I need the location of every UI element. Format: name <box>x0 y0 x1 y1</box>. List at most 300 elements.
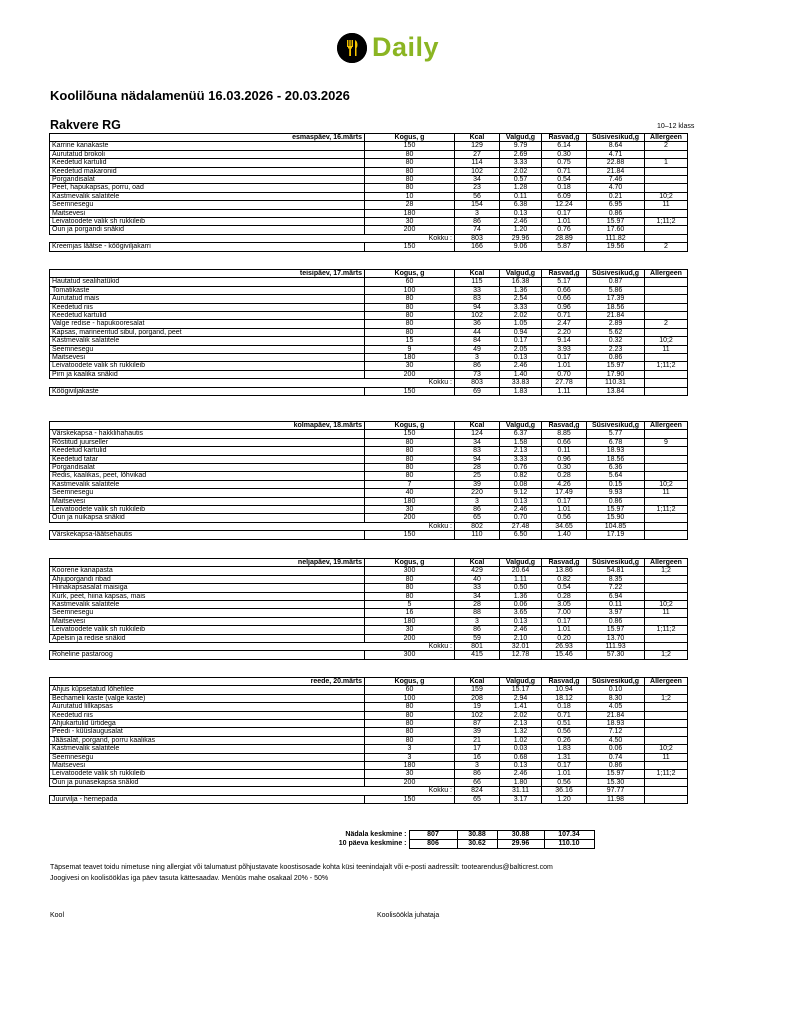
total-row <box>50 234 688 242</box>
dish-name: Seemnesegu <box>50 201 365 209</box>
dish-name: Tomatikaste <box>50 286 365 294</box>
cell-value: 159 <box>455 686 500 694</box>
cell-value: 0.68 <box>500 753 542 761</box>
cell-value: 10;2 <box>645 480 688 488</box>
dish-name: Värskekapsa-läätsehautis <box>50 531 365 539</box>
column-header: Süsivesikud,g <box>587 678 645 686</box>
cell-value: 200 <box>365 514 455 522</box>
cell-value: 2 <box>645 243 688 251</box>
day-header <box>50 270 688 278</box>
cell-value: 0.13 <box>500 209 542 217</box>
table-row <box>50 303 688 311</box>
column-header: Rasvad,g <box>542 678 587 686</box>
cell-value <box>645 464 688 472</box>
cell-value: 2.10 <box>500 634 542 642</box>
cell-value: 3 <box>455 497 500 505</box>
cell-value: 180 <box>365 354 455 362</box>
cell-value: 102 <box>455 711 500 719</box>
dish-name: Maitsevesi <box>50 209 365 217</box>
cell-value: 65 <box>455 514 500 522</box>
cell-value: 7 <box>365 480 455 488</box>
cell-value: 5.87 <box>542 243 587 251</box>
cell-value: 30 <box>365 218 455 226</box>
cell-value: 10 <box>365 192 455 200</box>
total-label: Kokku : <box>365 234 455 242</box>
cell-value: 6.94 <box>587 592 645 600</box>
cell-value: 80 <box>365 295 455 303</box>
cell-value: 0.13 <box>500 497 542 505</box>
cell-value: 1.58 <box>500 438 542 446</box>
cell-value: 80 <box>365 472 455 480</box>
cell-value: 0.28 <box>542 592 587 600</box>
table-row <box>50 575 688 583</box>
cell-value: 4.71 <box>587 150 645 158</box>
cell-value: 80 <box>365 464 455 472</box>
cell-value: 150 <box>365 142 455 150</box>
empty-cell <box>645 522 688 530</box>
dish-name: Seemnesegu <box>50 753 365 761</box>
dish-name: Keedetud riis <box>50 711 365 719</box>
average-value: 806 <box>409 840 457 849</box>
blank-cell <box>50 234 365 242</box>
cell-value: 1;11;2 <box>645 362 688 370</box>
cell-value: 2.02 <box>500 312 542 320</box>
day-label: teisipäev, 17.märts <box>50 270 365 278</box>
cell-value: 0.03 <box>500 745 542 753</box>
column-header: Valgud,g <box>500 559 542 567</box>
cell-value: 150 <box>365 243 455 251</box>
cell-value: 1.20 <box>500 226 542 234</box>
column-header: Rasvad,g <box>542 270 587 278</box>
dish-name: Kastmevalik salatitele <box>50 480 365 488</box>
cell-value: 39 <box>455 728 500 736</box>
cell-value: 0.06 <box>500 601 542 609</box>
cell-value: 114 <box>455 159 500 167</box>
cell-value: 0.86 <box>587 762 645 770</box>
cell-value: 19.56 <box>587 243 645 251</box>
total-row <box>50 522 688 530</box>
cell-value: 3.33 <box>500 455 542 463</box>
day-header <box>50 422 688 430</box>
total-value: 803 <box>455 379 500 387</box>
cell-value: 0.86 <box>587 209 645 217</box>
cell-value: 0.13 <box>500 762 542 770</box>
table-row <box>50 480 688 488</box>
cell-value: 0.18 <box>542 184 587 192</box>
cell-value: 44 <box>455 328 500 336</box>
cell-value: 0.70 <box>500 514 542 522</box>
cell-value: 2 <box>645 320 688 328</box>
cell-value: 5.62 <box>587 328 645 336</box>
table-row <box>50 286 688 294</box>
cell-value: 150 <box>365 531 455 539</box>
column-header: Süsivesikud,g <box>587 134 645 142</box>
cell-value: 9.14 <box>542 337 587 345</box>
cell-value: 1.01 <box>542 626 587 634</box>
day-table <box>49 269 688 396</box>
cell-value: 15.97 <box>587 626 645 634</box>
average-value: 107.34 <box>544 831 594 840</box>
cell-value: 17 <box>455 745 500 753</box>
dish-name: Keedetud riis <box>50 303 365 311</box>
cell-value: 1.01 <box>542 770 587 778</box>
cell-value: 1.01 <box>542 362 587 370</box>
cell-value: 0.30 <box>542 150 587 158</box>
cell-value: 0.11 <box>587 601 645 609</box>
cell-value: 6.37 <box>500 430 542 438</box>
table-row <box>50 711 688 719</box>
column-header: Rasvad,g <box>542 559 587 567</box>
cell-value: 25 <box>455 472 500 480</box>
day-label: neljapäev, 19.märts <box>50 559 365 567</box>
table-row <box>50 192 688 200</box>
cell-value: 0.17 <box>542 762 587 770</box>
cell-value: 7.00 <box>542 609 587 617</box>
table-row <box>50 634 688 642</box>
cell-value <box>645 584 688 592</box>
column-header: Kogus, g <box>365 559 455 567</box>
table-row <box>50 455 688 463</box>
cell-value: 9.06 <box>500 243 542 251</box>
cell-value: 2.23 <box>587 345 645 353</box>
cell-value: 0.76 <box>500 464 542 472</box>
cell-value: 7.12 <box>587 728 645 736</box>
cell-value <box>645 497 688 505</box>
empty-cell <box>594 840 651 849</box>
cell-value: 15.97 <box>587 506 645 514</box>
total-value: 110.31 <box>587 379 645 387</box>
cell-value: 3.33 <box>500 159 542 167</box>
cell-value: 65 <box>455 795 500 803</box>
cell-value: 13.84 <box>587 387 645 395</box>
cell-value <box>645 455 688 463</box>
cell-value: 3 <box>365 745 455 753</box>
cell-value: 11 <box>645 345 688 353</box>
cell-value <box>645 387 688 395</box>
cell-value: 180 <box>365 209 455 217</box>
empty-cell <box>594 831 651 840</box>
cell-value: 0.82 <box>500 472 542 480</box>
cell-value: 80 <box>365 312 455 320</box>
cell-value: 73 <box>455 370 500 378</box>
cell-value: 30 <box>365 362 455 370</box>
cell-value: 80 <box>365 736 455 744</box>
table-row <box>50 778 688 786</box>
cell-value: 3 <box>455 354 500 362</box>
cell-value: 7.22 <box>587 584 645 592</box>
cell-value: 80 <box>365 711 455 719</box>
cell-value: 208 <box>455 694 500 702</box>
dish-name: Maitsevesi <box>50 354 365 362</box>
average-row <box>49 831 651 840</box>
cell-value: 56 <box>455 192 500 200</box>
cell-value: 17.19 <box>587 531 645 539</box>
dish-name: Keedetud kartulid <box>50 447 365 455</box>
cell-value: 0.06 <box>587 745 645 753</box>
table-row <box>50 601 688 609</box>
cell-value: 34 <box>455 176 500 184</box>
cell-value: 0.51 <box>542 720 587 728</box>
cell-value: 54.81 <box>587 567 645 575</box>
table-row <box>50 226 688 234</box>
cell-value: 0.86 <box>587 617 645 625</box>
cell-value <box>645 226 688 234</box>
cell-value: 154 <box>455 201 500 209</box>
cell-value: 74 <box>455 226 500 234</box>
cell-value: 11 <box>645 753 688 761</box>
cell-value: 5.64 <box>587 472 645 480</box>
day-label: reede, 20.märts <box>50 678 365 686</box>
column-header: Valgud,g <box>500 422 542 430</box>
cell-value <box>645 634 688 642</box>
table-row <box>50 506 688 514</box>
cell-value: 80 <box>365 320 455 328</box>
dish-name: Ahjuporgandi ribad <box>50 575 365 583</box>
table-row <box>50 218 688 226</box>
cell-value: 30 <box>365 506 455 514</box>
cell-value: 4.50 <box>587 736 645 744</box>
cell-value: 34 <box>455 438 500 446</box>
dish-name: Õun ja punasekapsa snäkid <box>50 778 365 786</box>
total-value: 33.83 <box>500 379 542 387</box>
cell-value: 94 <box>455 455 500 463</box>
cell-value <box>645 354 688 362</box>
cell-value: 86 <box>455 218 500 226</box>
cell-value <box>645 184 688 192</box>
cell-value: 0.17 <box>542 617 587 625</box>
cell-value: 15.90 <box>587 514 645 522</box>
fork-knife-icon <box>337 33 367 63</box>
cell-value: 200 <box>365 634 455 642</box>
cell-value: 12.78 <box>500 651 542 659</box>
dish-name: Peet, hapukapsas, porru, oad <box>50 184 365 192</box>
cell-value <box>645 430 688 438</box>
table-row <box>50 703 688 711</box>
cell-value: 1.36 <box>500 592 542 600</box>
cell-value: 1.01 <box>542 218 587 226</box>
notes <box>50 862 750 884</box>
average-row <box>49 840 651 849</box>
table-row <box>50 354 688 362</box>
cell-value: 150 <box>365 430 455 438</box>
cell-value: 2.46 <box>500 362 542 370</box>
cell-value: 166 <box>455 243 500 251</box>
table-row <box>50 694 688 702</box>
cell-value: 150 <box>365 387 455 395</box>
cell-value: 8.35 <box>587 575 645 583</box>
cell-value: 0.96 <box>542 455 587 463</box>
cell-value: 9.12 <box>500 489 542 497</box>
cell-value: 1.02 <box>500 736 542 744</box>
cell-value: 0.08 <box>500 480 542 488</box>
dish-name: Keedetud kartulid <box>50 312 365 320</box>
cell-value: 80 <box>365 176 455 184</box>
cell-value: 17.49 <box>542 489 587 497</box>
cell-value: 0.71 <box>542 711 587 719</box>
cell-value <box>645 778 688 786</box>
cell-value: 5.86 <box>587 286 645 294</box>
dish-name: Kurk, peet, hiina kapsas, mais <box>50 592 365 600</box>
cell-value: 0.30 <box>542 464 587 472</box>
cell-value: 1.11 <box>500 575 542 583</box>
cell-value <box>645 328 688 336</box>
cell-value: 0.11 <box>500 192 542 200</box>
cell-value: 8.30 <box>587 694 645 702</box>
cell-value: 8.64 <box>587 142 645 150</box>
dish-name: Köögiviljakaste <box>50 387 365 395</box>
cell-value: 15.30 <box>587 778 645 786</box>
cell-value: 1;11;2 <box>645 626 688 634</box>
cell-value: 180 <box>365 497 455 505</box>
cell-value: 0.17 <box>500 337 542 345</box>
cell-value: 2.02 <box>500 711 542 719</box>
dish-name: Hautatud sealihatükid <box>50 278 365 286</box>
blank-cell <box>50 522 365 530</box>
table-row <box>50 753 688 761</box>
cell-value: 6.38 <box>500 201 542 209</box>
cell-value: 0.54 <box>542 176 587 184</box>
cell-value: 23 <box>455 184 500 192</box>
cell-value: 2.47 <box>542 320 587 328</box>
day-table <box>49 677 688 804</box>
total-value: 824 <box>455 787 500 795</box>
cell-value: 60 <box>365 278 455 286</box>
table-row <box>50 489 688 497</box>
cell-value: 18.93 <box>587 720 645 728</box>
dish-name: Peedi - küüslaugusalat <box>50 728 365 736</box>
column-header: Kogus, g <box>365 422 455 430</box>
cell-value: 21.84 <box>587 167 645 175</box>
alternative-dish-row <box>50 243 688 251</box>
day-header <box>50 134 688 142</box>
cell-value: 0.66 <box>542 286 587 294</box>
cell-value: 28 <box>455 601 500 609</box>
table-row <box>50 464 688 472</box>
cell-value: 3.93 <box>542 345 587 353</box>
cell-value: 2.46 <box>500 218 542 226</box>
dish-name: Koorene kanapasta <box>50 567 365 575</box>
cell-value: 3.65 <box>500 609 542 617</box>
dish-name: Maitsevesi <box>50 497 365 505</box>
dish-name: Aurutatud lillkapsas <box>50 703 365 711</box>
cell-value: 150 <box>365 795 455 803</box>
total-value: 27.48 <box>500 522 542 530</box>
cell-value: 0.94 <box>500 328 542 336</box>
cell-value: 3 <box>365 753 455 761</box>
blank-cell <box>50 643 365 651</box>
cell-value <box>645 711 688 719</box>
cell-value <box>645 514 688 522</box>
cell-value: 16 <box>455 753 500 761</box>
cell-value <box>645 686 688 694</box>
dish-name: Leivatoodete valik sh rukkileib <box>50 506 365 514</box>
cell-value: 18.56 <box>587 455 645 463</box>
total-label: Kokku : <box>365 379 455 387</box>
cell-value: 0.15 <box>587 480 645 488</box>
cell-value: 80 <box>365 728 455 736</box>
cell-value <box>645 531 688 539</box>
cell-value: 0.28 <box>542 472 587 480</box>
table-row <box>50 320 688 328</box>
total-value: 34.65 <box>542 522 587 530</box>
dish-name: Aurutatud mais <box>50 295 365 303</box>
column-header: Rasvad,g <box>542 422 587 430</box>
cell-value: 15.46 <box>542 651 587 659</box>
cell-value: 80 <box>365 592 455 600</box>
cell-value: 27 <box>455 150 500 158</box>
total-label: Kokku : <box>365 522 455 530</box>
cell-value: 1.83 <box>542 745 587 753</box>
cell-value: 60 <box>365 686 455 694</box>
total-value: 97.77 <box>587 787 645 795</box>
cell-value: 13.86 <box>542 567 587 575</box>
cell-value: 80 <box>365 703 455 711</box>
table-row <box>50 728 688 736</box>
average-value: 110.10 <box>544 840 594 849</box>
dish-name: Kastmevalik salatitele <box>50 192 365 200</box>
cell-value: 17.90 <box>587 370 645 378</box>
dish-name: Maitsevesi <box>50 762 365 770</box>
cell-value: 0.75 <box>542 159 587 167</box>
cell-value: 2.89 <box>587 320 645 328</box>
average-value: 30.62 <box>457 840 497 849</box>
cell-value: 80 <box>365 575 455 583</box>
cell-value: 0.26 <box>542 736 587 744</box>
cell-value: 6.36 <box>587 464 645 472</box>
table-row <box>50 328 688 336</box>
cell-value: 0.86 <box>587 354 645 362</box>
logo-text: Daily <box>372 32 440 62</box>
dish-name: Ahjus küpsetatud lõhefilee <box>50 686 365 694</box>
cell-value: 22.88 <box>587 159 645 167</box>
cell-value: 80 <box>365 584 455 592</box>
total-value: 27.78 <box>542 379 587 387</box>
cell-value: 10;2 <box>645 745 688 753</box>
cell-value: 1.05 <box>500 320 542 328</box>
cell-value: 1;2 <box>645 694 688 702</box>
cell-value: 80 <box>365 159 455 167</box>
cell-value: 80 <box>365 303 455 311</box>
total-value: 803 <box>455 234 500 242</box>
cell-value: 1 <box>645 159 688 167</box>
empty-cell <box>645 643 688 651</box>
cell-value: 102 <box>455 312 500 320</box>
dish-name: Kapsas, marineeritud sibul, porgand, peet <box>50 328 365 336</box>
alternative-dish-row <box>50 651 688 659</box>
table-row <box>50 345 688 353</box>
cell-value: 2.69 <box>500 150 542 158</box>
cell-value: 0.11 <box>542 447 587 455</box>
cell-value: 94 <box>455 303 500 311</box>
dish-name: Redis, kaalikas, peet, lõhvikad <box>50 472 365 480</box>
cell-value: 180 <box>365 617 455 625</box>
cell-value: 0.71 <box>542 167 587 175</box>
dish-name: Pirn ja kaalika snäkid <box>50 370 365 378</box>
dish-name: Roheline pastaroog <box>50 651 365 659</box>
cell-value: 3.97 <box>587 609 645 617</box>
cell-value: 86 <box>455 362 500 370</box>
cell-value: 1.83 <box>500 387 542 395</box>
cell-value: 3.33 <box>500 303 542 311</box>
cell-value: 1.11 <box>542 387 587 395</box>
table-row <box>50 312 688 320</box>
cell-value: 34 <box>455 592 500 600</box>
cell-value <box>645 209 688 217</box>
cell-value: 6.09 <box>542 192 587 200</box>
table-row <box>50 617 688 625</box>
dish-name: Kastmevalik salatitele <box>50 337 365 345</box>
cell-value: 2.02 <box>500 167 542 175</box>
